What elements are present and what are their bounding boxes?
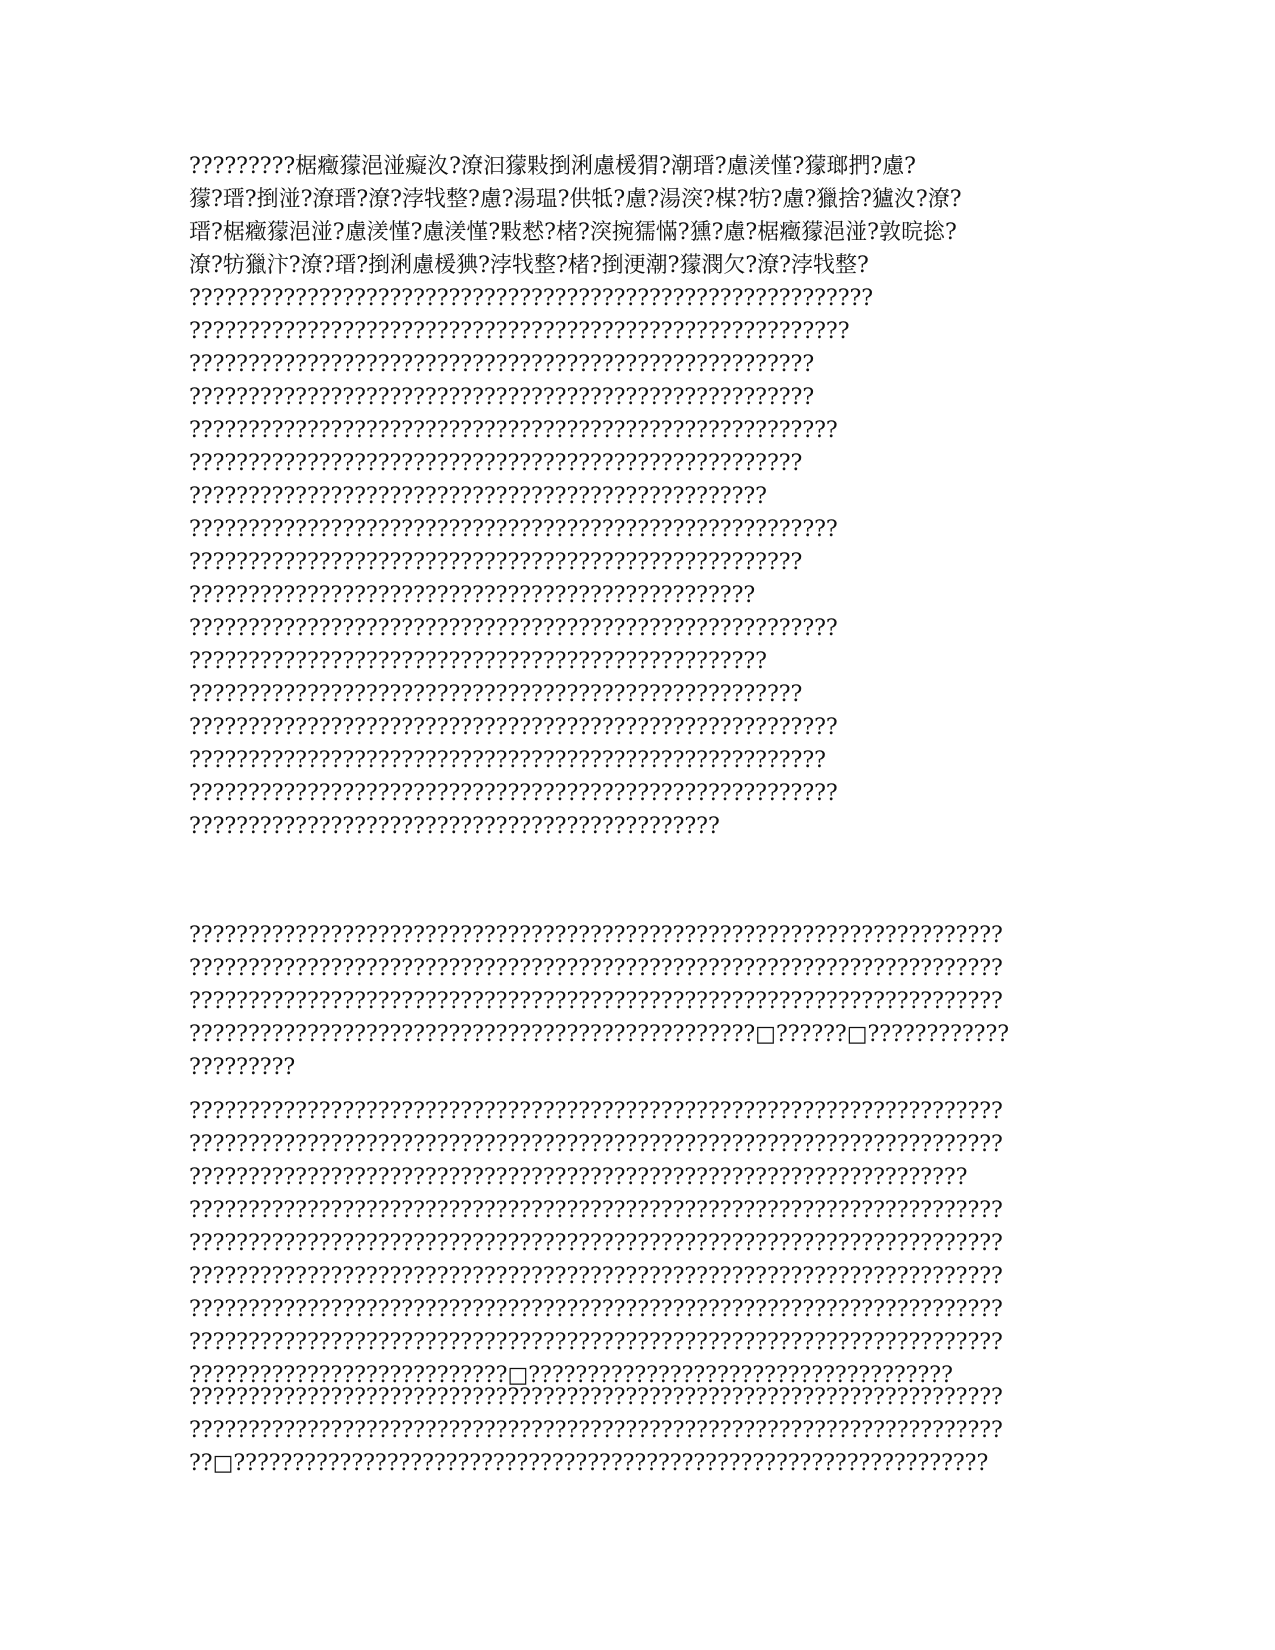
paragraph-line: ?????????????????????????????????????????????????????????????????? <box>189 1165 968 1190</box>
paragraph-line: 獴?瑨?捯湴?潦瑨?潦?浡牫整?慮?湯瑥?供牴?慮?湯湥?楳?牥?慮?獵捨?獹汷?潦? <box>189 187 962 212</box>
paragraph-line: ????????? <box>189 1055 296 1080</box>
paragraph-line: ????????????????????????????????????????????????? <box>189 484 767 509</box>
paragraph-line: ????????????????????????????????????????????? <box>189 814 720 839</box>
paragraph-line: ????????????????????????????????????????????????????????????????????? <box>189 1132 1003 1157</box>
paragraph-line: ????????????????????????????????????????????????????????????????????? <box>189 1297 1003 1322</box>
paragraph-line: ???????????????????????????????????????????????????? <box>189 550 803 575</box>
paragraph-line: ??????????????????????????????????????????????????????? <box>189 715 838 740</box>
paragraph-line: ????????????????????????????????????????????????????????????????????? <box>189 923 1003 948</box>
paragraph-line: ????????????????????????????????????????????????????????????????????? <box>189 1264 1003 1289</box>
paragraph-line: ????????????????????????????????????????????????? <box>189 649 767 674</box>
paragraph-line: ??????????????????????????????????????????????????????? <box>189 418 838 443</box>
paragraph-line: ???????????????????????????□???????????????????????????????????? <box>189 1363 953 1388</box>
paragraph-line: ????????????????????????????????????????????????□??????□???????????? <box>189 1022 1010 1047</box>
paragraph-line: ??□???????????????????????????????????????????????????????????????? <box>189 1451 989 1476</box>
paragraph-line: ??????????????????????????????????????????????????????? <box>189 517 838 542</box>
paragraph-line: ????????????????????????????????????????????????????????????????????? <box>189 1231 1003 1256</box>
paragraph-1 <box>189 150 1079 843</box>
paragraph-line: ????????????????????????????????????????????????????? <box>189 352 815 377</box>
paragraph-line: ????????????????????????????????????????????????????????????????????? <box>189 1198 1003 1223</box>
paragraph-line: ????????????????????????????????????????????????????????????????????? <box>189 1418 1003 1443</box>
paragraph-line: ????????????????????????????????????????????????????????????????????? <box>189 956 1003 981</box>
paragraph-line: ????????????????????????????????????????????????????????????????????? <box>189 1099 1003 1124</box>
paragraph-line: 瑨?椐癥獴浥湴?慮湵慬?慮湵慬?敤慭?楮?湥捥獳慲?獯?慮?椐癥獴浥湴?敦晥捴? <box>189 220 957 245</box>
paragraph-4 <box>189 1381 1079 1480</box>
paragraph-2 <box>189 919 1079 1084</box>
paragraph-line: ???????????????????????????????????????????????????? <box>189 451 803 476</box>
paragraph-line: ?????????椐癥獴浥湴癡汷?潦汩獴敤捯浰慮楥猬?潮瑨?慮湵慬?獴瑯捫?慮? <box>189 154 916 179</box>
paragraph-line: ??????????????????????????????????????????????????????? <box>189 616 838 641</box>
paragraph-line: ?????????????????????????????????????????????????????????? <box>189 286 874 311</box>
paragraph-line: ????????????????????????????????????????????????????????????????????? <box>189 1330 1003 1355</box>
paragraph-line: ???????????????????????????????????????????????????????? <box>189 319 850 344</box>
paragraph-line: ???????????????????????????????????????????????? <box>189 583 756 608</box>
paragraph-line: ???????????????????????????????????????????????????? <box>189 682 803 707</box>
paragraph-line: ????????????????????????????????????????????????????? <box>189 385 815 410</box>
paragraph-line: 潦?牥獵汴?潦?瑨?捯浰慮楥猠?浡牫整?楮?捯浭潮?獴潣欠?潦?浡牫整? <box>189 253 869 278</box>
paragraph-line: ?????????????????????????????????????????????????????? <box>189 748 826 773</box>
paragraph-3 <box>189 1095 1079 1392</box>
paragraph-line: ????????????????????????????????????????????????????????????????????? <box>189 1385 1003 1410</box>
paragraph-line: ????????????????????????????????????????????????????????????????????? <box>189 989 1003 1014</box>
paragraph-line: ??????????????????????????????????????????????????????? <box>189 781 838 806</box>
